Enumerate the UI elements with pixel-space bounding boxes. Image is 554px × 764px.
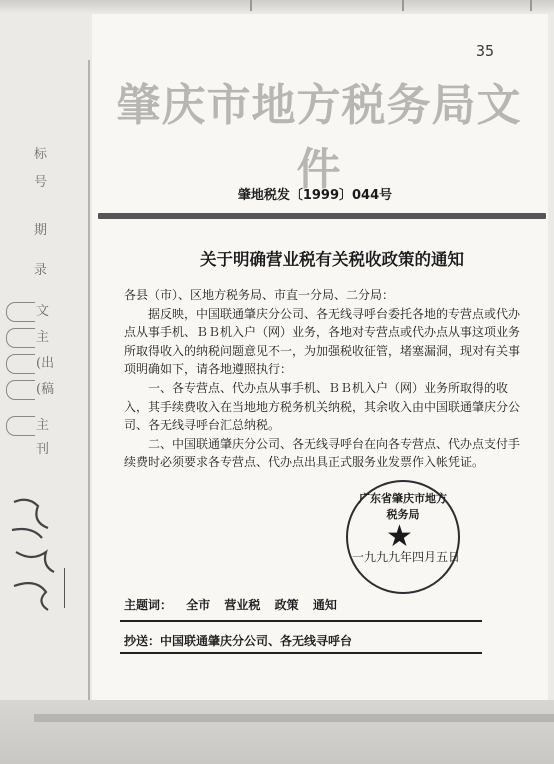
footer-rule [120, 620, 482, 622]
margin-tick [64, 568, 65, 608]
margin-bracket [6, 380, 35, 400]
margin-note: 期 [34, 223, 48, 238]
left-binding-margin [0, 60, 92, 700]
scan-bottom-bar [34, 714, 554, 722]
document-number: 肇地税发〔1999〕044号 [237, 188, 393, 203]
body-paragraph: 据反映，中国联通肇庆分公司、各无线寻呼台委托各地的专营点或代办点从事手机、ＢＢ机入户（网）业务，各地对专营点或代办点从事这项业务所取得收入的纳税问题意见不一，为加强税收征管，堵塞漏洞，现对有关事项明确如下，请各地遵照执行： [124, 306, 521, 377]
margin-note: 主 [36, 418, 50, 433]
document-body [124, 286, 524, 472]
keyword: 政策 [274, 598, 299, 612]
scan-mark [250, 0, 252, 11]
margin-note: 主 [36, 330, 50, 345]
seal-text: 广东省肇庆市地方税务局 [359, 492, 447, 521]
margin-bracket [6, 416, 35, 436]
margin-note: 标 [34, 147, 48, 162]
keyword: 通知 [312, 598, 337, 612]
header-rule [98, 213, 546, 219]
seal-star-icon: ★ [386, 519, 413, 554]
footer-rule [120, 652, 482, 654]
margin-bracket [6, 354, 35, 374]
keyword: 营业税 [224, 598, 261, 612]
page-number: 35 [476, 42, 495, 60]
body-paragraph: 一、各专营点、代办点从事手机、ＢＢ机入户（网）业务所取得的收入，其手续费收入在当地地方税务机关纳税，其余收入由中国联通肇庆分公司、各无线寻呼台汇总纳税。 [124, 380, 521, 433]
document-subject: 关于明确营业税有关税收政策的通知 [200, 250, 464, 269]
keyword: 全市 [186, 598, 211, 612]
scan-bottom-edge [0, 700, 554, 764]
binding-line [88, 60, 90, 700]
scan-top-edge [0, 0, 554, 14]
addressee: 各县（市）、区地方税务局、市直一分局、二分局： [124, 288, 395, 302]
margin-bracket [6, 302, 35, 322]
margin-note: (出 [36, 356, 55, 371]
margin-bracket [6, 328, 35, 348]
body-paragraph: 二、中国联通肇庆分公司、各无线寻呼台在向各专营点、代办点支付手续费时必须要求各专营点、代办点出具正式服务业发票作入帐凭证。 [124, 436, 521, 470]
document-header-title: 肇庆市地方税务局文件 [116, 80, 522, 195]
cc-label: 抄送： [124, 634, 161, 648]
cc-line [124, 632, 352, 649]
official-seal [346, 480, 460, 594]
scan-mark [530, 0, 532, 11]
subject-keywords [124, 596, 347, 613]
cc-recipients: 中国联通肇庆分公司、各无线寻呼台 [160, 634, 353, 648]
margin-note: 刊 [36, 442, 50, 457]
margin-note: (稿 [36, 382, 55, 397]
scan-mark [402, 0, 404, 11]
margin-note: 文 [36, 304, 50, 319]
keywords-label: 主题词： [124, 598, 173, 612]
margin-note: 号 [34, 175, 48, 190]
document-page [92, 14, 548, 704]
issue-date: 一九九九年四月五日 [352, 550, 461, 564]
margin-note: 录 [34, 263, 48, 278]
